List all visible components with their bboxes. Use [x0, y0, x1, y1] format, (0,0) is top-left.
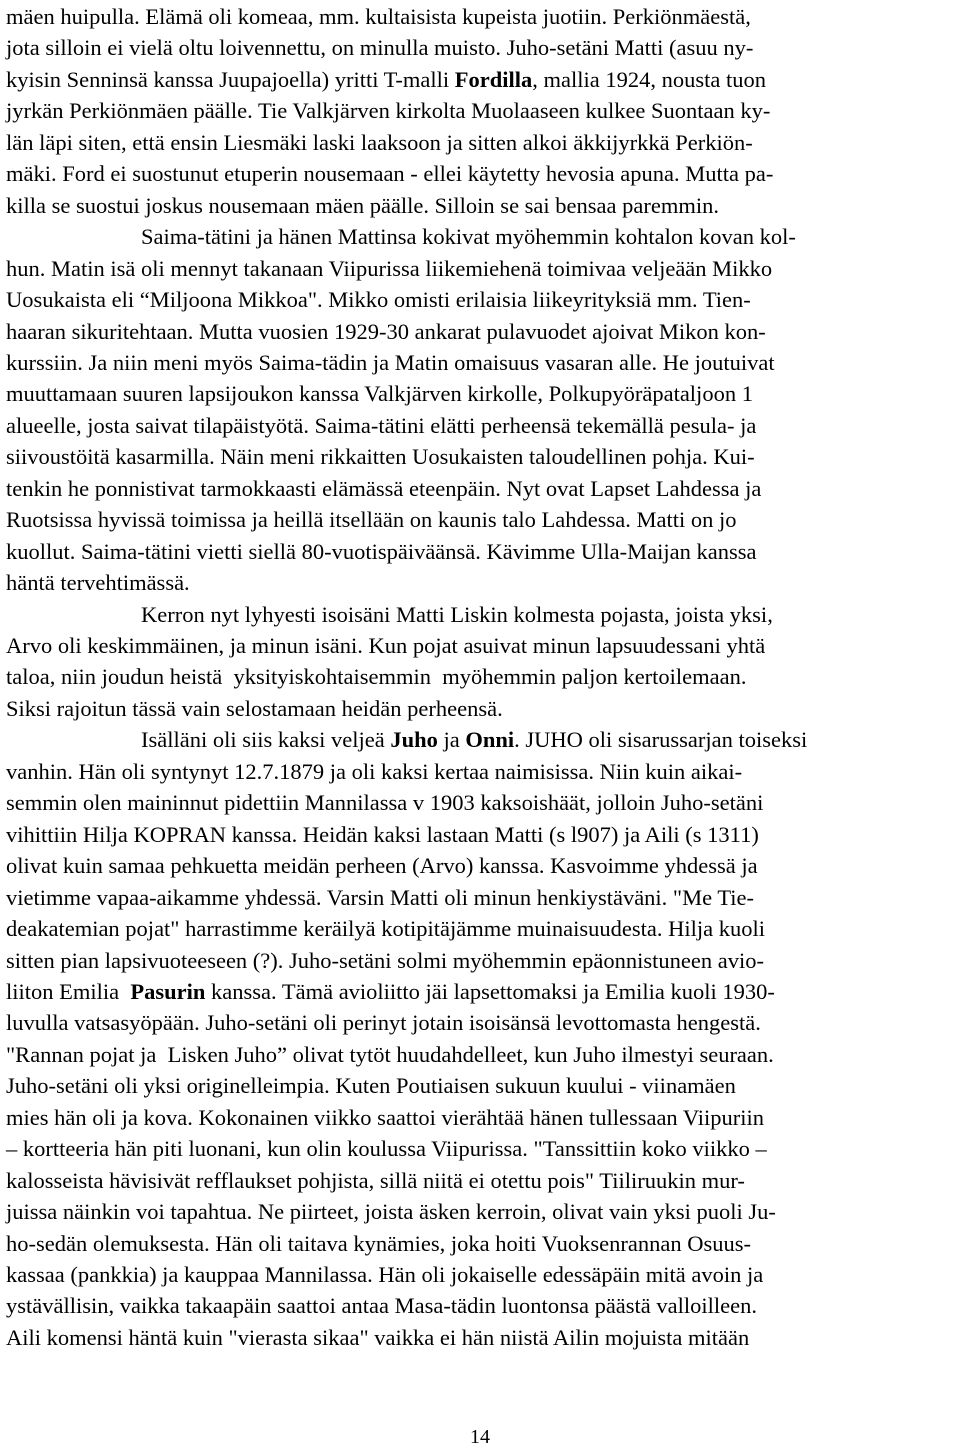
- text-line: [6, 159, 954, 189]
- text-segment: killa se suostui joskus nousemaan mäen päälle. Silloin se sai bensaa paremmin.: [6, 192, 719, 218]
- text-segment: vihittiin Hilja KOPRAN kanssa. Heidän kaksi lastaan Matti (s l907) ja Aili (s 1311): [6, 821, 759, 847]
- text-line: [6, 379, 954, 409]
- text-segment: taloa, niin joudun heistä yksityiskohtaisemmin myöhemmin paljon kertoilemaan.: [6, 664, 747, 690]
- text-line: [6, 222, 960, 252]
- text-segment: juissa näinkin voi tapahtua. Ne piirteet, joista äsken kerroin, olivat vain yksi puoli Ju-: [6, 1199, 776, 1225]
- text-line: [6, 442, 954, 472]
- text-segment: Uosukaista eli “Miljoona Mikkoa". Mikko omisti erilaisia liikeyrityksiä mm. Tien-: [6, 287, 751, 313]
- text-segment: kuollut. Saima-tätini vietti siellä 80-vuotispäiväänsä. Kävimme Ulla-Maijan kanssa: [6, 538, 757, 564]
- text-line: [6, 474, 954, 504]
- text-segment: mäki. Ford ei suostunut etuperin nousemaan - ellei käytetty hevosia apuna. Mutta pa-: [6, 161, 774, 187]
- text-line: [6, 600, 960, 630]
- text-segment: kanssa. Tämä avioliitto jäi lapsettomaksi ja Emilia kuoli 1930-: [205, 978, 775, 1004]
- text-line: [6, 631, 954, 661]
- text-line: [6, 1134, 954, 1164]
- text-line: [6, 977, 954, 1007]
- text-segment: län läpi siten, että ensin Liesmäki laski laaksoon ja sitten alkoi äkkijyrkkä Perkiön-: [6, 129, 753, 155]
- text-segment: mäen huipulla. Elämä oli komeaa, mm. kultaisista kupeista juotiin. Perkiönmäestä,: [6, 4, 751, 29]
- text-segment: ja: [437, 727, 466, 753]
- text-line: [6, 662, 954, 692]
- text-line: [6, 1197, 954, 1227]
- text-segment: Juho-setäni oli yksi originelleimpia. Kuten Poutiaisen sukuun kuului - viinamäen: [6, 1073, 736, 1099]
- text-line: [6, 694, 954, 724]
- text-segment: haaran sikuritehtaan. Mutta vuosien 1929-30 ankarat pulavuodet ajoivat Mikon kon-: [6, 318, 766, 344]
- text-line: [6, 537, 954, 567]
- bold-text-segment: Fordilla: [454, 66, 533, 92]
- text-segment: tenkin he ponnistivat tarmokkaasti elämässä eteenpäin. Nyt ovat Lapset Lahdessa ja: [6, 475, 762, 501]
- text-line: [6, 285, 954, 315]
- text-segment: muuttamaan suuren lapsijoukon kanssa Valkjärven kirkolle, Polkupyöräpataljoon 1: [6, 381, 753, 407]
- text-line: [6, 788, 954, 818]
- text-line: [6, 411, 954, 441]
- text-segment: Ruotsissa hyvissä toimissa ja heillä itsellään on kaunis talo Lahdessa. Matti on jo: [6, 507, 737, 533]
- text-segment: deakatemian pojat" harrastimme keräilyä kotipitäjämme muinaisuudesta. Hilja kuoli: [6, 916, 765, 942]
- text-segment: kassaa (pankkia) ja kauppaa Mannilassa. Hän oli jokaiselle edessäpäin mitä avoin ja: [6, 1262, 764, 1287]
- text-segment: mies hän oli ja kova. Kokonainen viikko saattoi vierähtää hänen tullessaan Viipuriin: [6, 1104, 765, 1130]
- text-segment: häntä tervehtimässä.: [6, 570, 190, 596]
- text-line: [6, 505, 954, 535]
- text-line: [6, 568, 954, 598]
- text-line: [6, 1291, 954, 1321]
- text-segment: Aili komensi häntä kuin "vierasta sikaa" vaikka ei hän niistä Ailin mojuista mitään: [6, 1324, 750, 1350]
- text-line: [6, 1323, 954, 1353]
- text-line: [6, 757, 954, 787]
- text-segment: Saima-tätini ja hänen Mattinsa kokivat myöhemmin kohtalon kovan kol-: [141, 224, 796, 250]
- text-segment: olivat kuin samaa pehkuetta meidän perheen (Arvo) kanssa. Kasvoimme yhdessä ja: [6, 853, 758, 879]
- text-segment: jota silloin ei vielä oltu loivennettu, on minulla muisto. Juho-setäni Matti (asuu ny-: [6, 35, 754, 61]
- text-segment: kurssiin. Ja niin meni myös Saima-tädin ja Matin omaisuus vasaran alle. He joutuivat: [6, 349, 775, 375]
- text-line: [6, 1103, 954, 1133]
- text-line: [6, 1229, 954, 1259]
- text-segment: . JUHO oli sisarussarjan toiseksi: [514, 727, 808, 753]
- bold-text-segment: Juho: [390, 727, 438, 753]
- text-line: [6, 33, 954, 63]
- text-line: [6, 317, 954, 347]
- text-line: [6, 348, 954, 378]
- bold-text-segment: Onni: [465, 727, 515, 753]
- text-segment: sitten pian lapsivuoteeseen (?). Juho-setäni solmi myöhemmin epäonnistuneen avio-: [6, 947, 764, 973]
- text-line: [6, 1040, 954, 1070]
- text-segment: alueelle, josta saivat tilapäistyötä. Saima-tätini elätti perheensä tekemällä pesula- ja: [6, 412, 757, 438]
- text-segment: Isälläni oli siis kaksi veljeä: [141, 727, 391, 753]
- text-line: [6, 254, 954, 284]
- text-line: [6, 851, 954, 881]
- text-line: [6, 1071, 954, 1101]
- text-segment: Siksi rajoitun tässä vain selostamaan heidän perheensä.: [6, 695, 503, 721]
- text-segment: vanhin. Hän oli syntynyt 12.7.1879 ja oli kaksi kertaa naimisissa. Niin kuin aikai-: [6, 758, 743, 784]
- text-segment: , mallia 1924, nousta tuon: [532, 66, 766, 92]
- text-line: [6, 946, 954, 976]
- text-line: [6, 128, 954, 158]
- text-segment: ho-sedän olemuksesta. Hän oli taitava kynämies, joka hoiti Vuoksenrannan Osuus-: [6, 1230, 751, 1256]
- text-line: [6, 1008, 954, 1038]
- bold-text-segment: Pasurin: [130, 978, 206, 1004]
- text-segment: jyrkän Perkiönmäen päälle. Tie Valkjärven kirkolta Muolaaseen kulkee Suontaan ky-: [6, 98, 771, 124]
- text-line: [6, 914, 954, 944]
- text-segment: kalosseista hävisivät refflaukset pohjista, sillä niitä ei otettu pois" Tiiliruukin mur-: [6, 1167, 745, 1193]
- text-segment: ystävällisin, vaikka takaapäin saattoi antaa Masa-tädin luontonsa päästä valloilleen.: [6, 1293, 758, 1319]
- text-segment: siivoustöitä kasarmilla. Näin meni rikkaitten Uosukaisten taloudellinen pohja. Kui-: [6, 444, 755, 470]
- text-line: [6, 1166, 954, 1196]
- text-line: [6, 883, 954, 913]
- text-segment: kyisin Senninsä kanssa Juupajoella) yritti T-malli: [6, 66, 455, 92]
- text-line: [6, 2, 954, 32]
- text-segment: Arvo oli keskimmäinen, ja minun isäni. Kun pojat asuivat minun lapsuudessani yhtä: [6, 633, 766, 658]
- text-segment: liiton Emilia: [6, 978, 131, 1004]
- text-segment: Kerron nyt lyhyesti isoisäni Matti Liskin kolmesta pojasta, joista yksi,: [141, 601, 773, 627]
- text-segment: hun. Matin isä oli mennyt takanaan Viipurissa liikemiehenä toimivaa veljeään Mikko: [6, 255, 773, 281]
- text-segment: "Rannan pojat ja Lisken Juho” olivat tytöt huudahdelleet, kun Juho ilmestyi seuraan.: [6, 1041, 774, 1067]
- text-segment: semmin olen maininnut pidettiin Mannilassa v 1903 kaksoishäät, jolloin Juho-setäni: [6, 790, 764, 816]
- text-segment: – kortteeria hän piti luonani, kun olin koulussa Viipurissa. "Tanssittiin koko viikko –: [6, 1136, 767, 1162]
- text-segment: vietimme vapaa-aikamme yhdessä. Varsin Matti oli minun henkiystäväni. "Me Tie-: [6, 884, 755, 910]
- text-line: [6, 725, 960, 755]
- page-number: 14: [470, 1426, 490, 1448]
- text-line: [6, 96, 954, 126]
- text-line: [6, 65, 954, 95]
- text-segment: luvulla vatsasyöpään. Juho-setäni oli perinyt jotain isoisänsä levottomasta hengestä.: [6, 1010, 761, 1036]
- text-line: [6, 1260, 954, 1290]
- text-line: [6, 191, 954, 221]
- text-line: [6, 820, 954, 850]
